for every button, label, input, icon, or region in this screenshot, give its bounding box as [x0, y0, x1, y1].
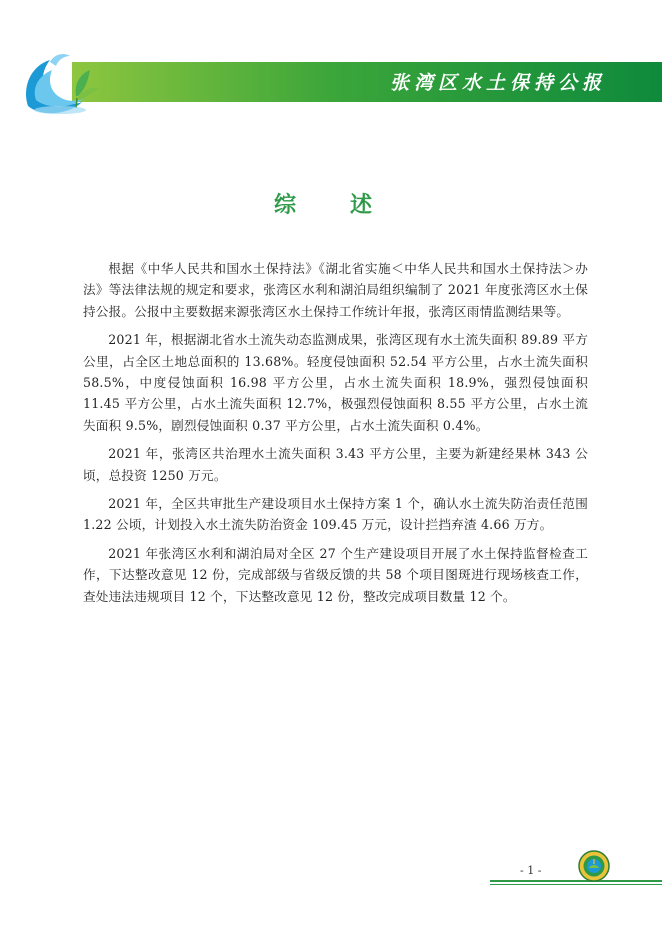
- section-heading: 综 述: [273, 193, 388, 218]
- header-title: 张湾区水土保持公报: [389, 72, 606, 94]
- footer-divider: [490, 880, 662, 882]
- body-content: [83, 258, 588, 614]
- paragraph: 2021 年，全区共审批生产建设项目水土保持方案 1 个，确认水土流失防治责任范围 1.22 公顷，计划投入水土流失防治资金 109.45 万元，设计拦挡弃渣 4.66 万方。: [83, 496, 588, 533]
- water-leaf-logo-icon: [20, 48, 112, 118]
- soil-conservation-emblem-icon: [578, 850, 610, 882]
- page-number: - 1 -: [520, 864, 542, 877]
- paragraph: 2021 年，根据湖北省水土流失动态监测成果，张湾区现有水土流失面积 89.89 平方公里，占全区土地总面积的 13.68%。轻度侵蚀面积 52.54 平方公里，占水土流失面积 58.5%，中度侵蚀面积 16.98 平方公里，占水土流失面积 18.9%，强烈侵蚀面积 11.45 平方公里，占水土流失面积 12.7%，极强烈侵蚀面积 8.55 平方公里，占水土流失面积 9.5%，剧烈侵蚀面积 0.37 平方公里，占水土流失面积 0.4%。: [83, 332, 588, 433]
- paragraph: 2021 年张湾区水利和湖泊局对全区 27 个生产建设项目开展了水土保持监督检查工作，下达整改意见 12 份，完成部级与省级反馈的共 58 个项目图斑进行现场核查工作，查处违法违规项目 12 个，下达整改意见 12 份，整改完成项目数量 12 个。: [83, 545, 588, 604]
- footer-divider: [490, 884, 662, 885]
- paragraph: 根据《中华人民共和国水土保持法》《湖北省实施＜中华人民共和国水土保持法＞办法》等法律法规的规定和要求，张湾区水利和湖泊局组织编制了 2021 年度张湾区水土保持公报。公报中主要数据来源张湾区水土保持工作统计年报，张湾区雨情监测结果等。: [83, 261, 588, 319]
- paragraph: 2021 年，张湾区共治理水土流失面积 3.43 平方公里，主要为新建经果林 343 公顷，总投资 1250 万元。: [83, 446, 588, 483]
